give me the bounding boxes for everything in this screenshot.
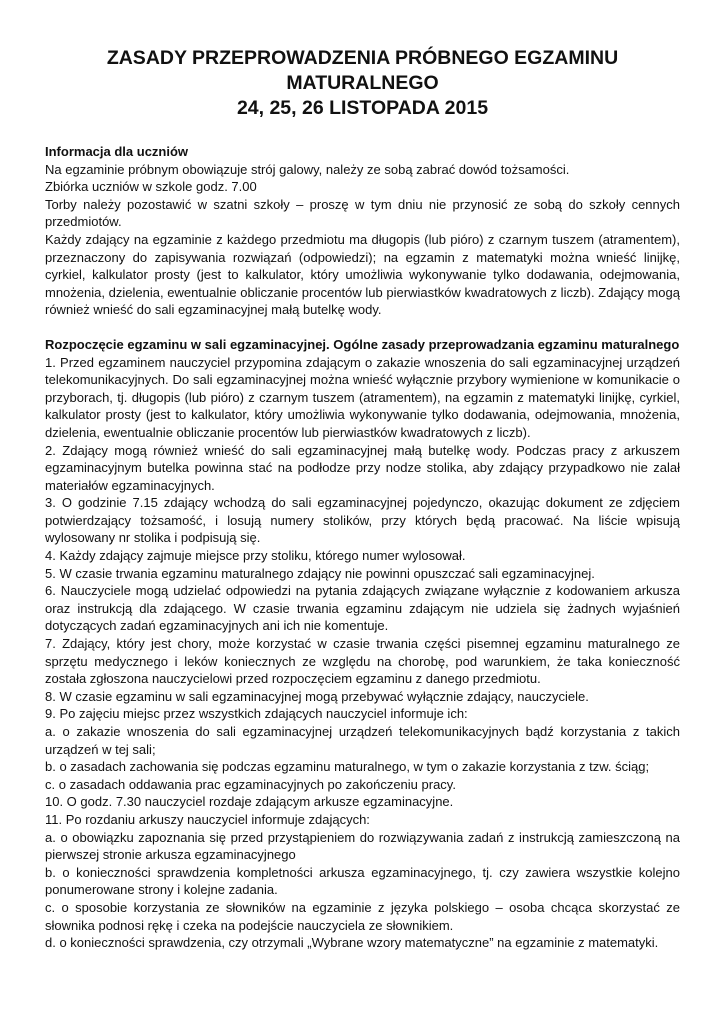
- title-line-2: 24, 25, 26 LISTOPADA 2015: [236, 97, 489, 119]
- paragraph: Zbiórka uczniów w szkole godz. 7.00: [45, 179, 257, 195]
- rule-subitem: a. o obowiązku zapoznania się przed przystąpieniem do rozwiązywania zadań z instrukcją zamieszczoną na pierwszej stronie arkusza egzaminacyjnego: [45, 829, 680, 863]
- section-student-information: [45, 143, 680, 319]
- rule-subitem: a. o zakazie wnoszenia do sali egzaminacyjnej urządzeń telekomunikacyjnych bądź korzystania z takich urządzeń w tej sali;: [45, 724, 680, 757]
- rule-item: 11. Po rozdaniu arkuszy nauczyciel informuje zdających:: [45, 811, 370, 827]
- rule-item: 9. Po zajęciu miejsc przez wszystkich zdających nauczyciel informuje ich:: [45, 706, 468, 722]
- document-title: [45, 46, 680, 121]
- rule-item: 7. Zdający, który jest chory, może korzystać w czasie trwania części pisemnej egzaminu maturalnego ze sprzętu medycznego i leków koniecznych ze względu na chorobę, pod warunkiem, że taka konieczność została zgłoszona nauczycielowi przed rozpoczęciem egzaminu z danego przedmiotu.: [45, 636, 680, 687]
- rule-item: 10. O godz. 7.30 nauczyciel rozdaje zdającym arkusze egzaminacyjne.: [45, 794, 454, 810]
- rule-subitem: b. o zasadach zachowania się podczas egzaminu maturalnego, w tym o zakazie korzystania z tzw. ściąg;: [45, 759, 650, 775]
- rule-subitem: d. o konieczności sprawdzenia, czy otrzymali „Wybrane wzory matematyczne” na egzaminie z matematyki.: [45, 935, 659, 951]
- rule-item: 8. W czasie egzaminu w sali egzaminacyjnej mogą przebywać wyłącznie zdający, nauczyciele.: [45, 688, 589, 704]
- rule-item: 1. Przed egzaminem nauczyciel przypomina zdającym o zakazie wnoszenia do sali egzaminacyjnej urządzeń telekomunikacyjnych. Do sali egzaminacyjnej można wnieść wyłącznie przybory wymienione w komunikacie o przyborach, tj. długopis (lub pióro) z czarnym tuszem (atramentem), na egzamin z matematyki linijkę, cyrkiel, kalkulator prosty (jest to kalkulator, który umożliwia wykonywanie tylko dodawania, odejmowania, mnożenia, dzielenia, ewentualnie obliczanie procentów lub pierwiastków kwadratowych z liczb).: [45, 354, 680, 440]
- rule-item: 5. W czasie trwania egzaminu maturalnego zdający nie powinni opuszczać sali egzaminacyjnej.: [45, 565, 595, 581]
- rule-subitem: c. o zasadach oddawania prac egzaminacyjnych po zakończeniu pracy.: [45, 776, 456, 792]
- section-heading: Informacja dla uczniów: [45, 144, 189, 159]
- rule-item: 3. O godzinie 7.15 zdający wchodzą do sali egzaminacyjnej pojedynczo, okazując dokument ze zdjęciem potwierdzający tożsamość, i losują numery stolików, przy których będą pracować. Na liście wpisują wylosowany nr stolika i podpisują się.: [45, 495, 680, 546]
- rule-item: 4. Każdy zdający zajmuje miejsce przy stoliku, którego numer wylosował.: [45, 548, 466, 564]
- title-line-1: ZASADY PRZEPROWADZENIA PRÓBNEGO EGZAMINU MATURALNEGO: [106, 47, 619, 94]
- paragraph: Każdy zdający na egzaminie z każdego przedmiotu ma długopis (lub pióro) z czarnym tuszem (atramentem), przeznaczony do zapisywania rozwiązań (odpowiedzi); na egzamin z matematyki można wnieść linijkę, cyrkiel, kalkulator prosty (jest to kalkulator, który umożliwia wykonywanie tylko dodawania, odejmowania, mnożenia, dzielenia, ewentualnie obliczanie procentów lub pierwiastków kwadratowych z liczb). Zdający mogą również wnieść do sali egzaminacyjnej małą butelkę wody.: [45, 231, 680, 318]
- paragraph: Na egzaminie próbnym obowiązuje strój galowy, należy ze sobą zabrać dowód tożsamości.: [45, 161, 570, 177]
- rule-subitem: c. o sposobie korzystania ze słowników na egzaminie z języka polskiego – osoba chcąca skorzystać ze słownika podnosi rękę i czeka na podejście nauczyciela ze słownikiem.: [45, 899, 680, 933]
- rule-item: 6. Nauczyciele mogą udzielać odpowiedzi na pytania zdających związane wyłącznie z kodowaniem arkusza oraz instrukcją dla zdającego. W czasie trwania egzaminu zdającym nie udziela się żadnych wyjaśnień dotyczących zadań egzaminacyjnych ani ich nie komentuje.: [45, 583, 680, 634]
- paragraph: Torby należy pozostawić w szatni szkoły – proszę w tym dniu nie przynosić ze sobą do szkoły cennych przedmiotów.: [45, 196, 680, 230]
- rule-item: 2. Zdający mogą również wnieść do sali egzaminacyjnej małą butelkę wody. Podczas pracy z arkuszem egzaminacyjnym butelka powinna stać na podłodze przy nodze stolika, aby zdający przypadkowo nie zalał materiałów egzaminacyjnych.: [45, 442, 680, 493]
- section-heading: Rozpoczęcie egzaminu w sali egzaminacyjnej. Ogólne zasady przeprowadzania egzaminu maturalnego: [45, 336, 680, 352]
- section-exam-rules: [45, 336, 680, 952]
- rule-subitem: b. o konieczności sprawdzenia kompletności arkusza egzaminacyjnego, tj. czy zawiera wszystkie kolejno ponumerowane strony i kolejne zadania.: [45, 864, 680, 898]
